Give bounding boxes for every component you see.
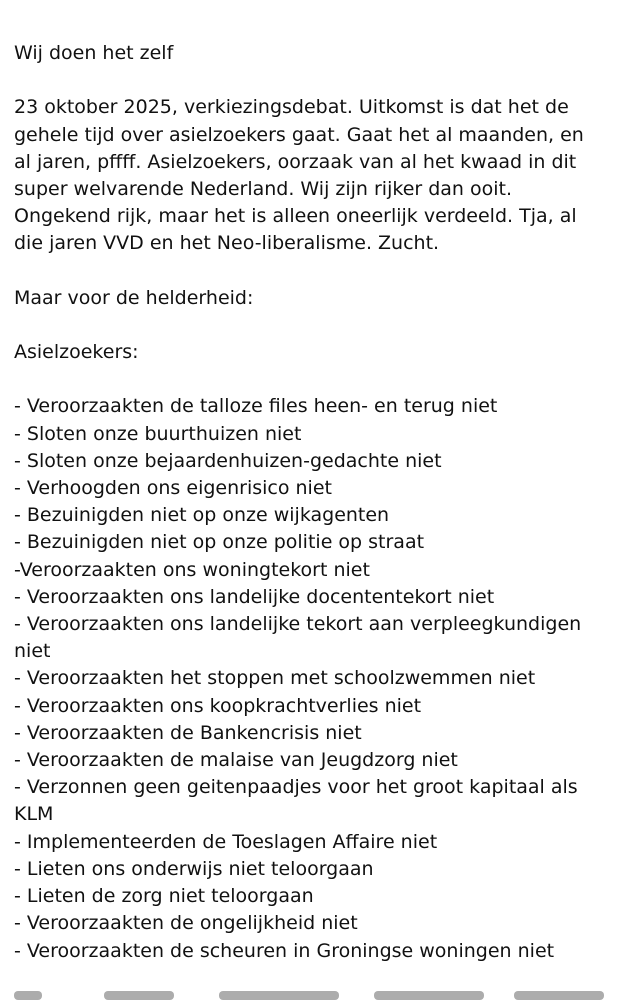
document-title: Wij doen het zelf	[14, 42, 174, 64]
document-body	[14, 40, 614, 965]
spacer	[14, 312, 614, 339]
cut-off-text-line	[14, 991, 614, 1000]
list-item: - Verzonnen geen geitenpaadjes voor het groot kapitaal als KLM	[14, 776, 578, 826]
list-item: - Veroorzaakten de malaise van Jeugdzorg niet	[14, 749, 458, 772]
cut-off-glyphs	[374, 991, 484, 1000]
list-item: - Veroorzaakten ons landelijke tekort aan verpleegkundigen niet	[14, 613, 582, 663]
intro-line: 23 oktober 2025, verkiezingsdebat. Uitkomst is dat het de	[14, 96, 569, 119]
spacer	[14, 366, 614, 393]
claims-list	[14, 393, 614, 964]
list-item: - Veroorzaakten ons koopkrachtverlies niet	[14, 694, 422, 717]
list-item: - Lieten de zorg niet teloorgaan	[14, 885, 314, 908]
intro-line: Ongekend rijk, maar het is alleen oneerlijk verdeeld. Tja, al	[14, 205, 577, 228]
spacer	[14, 67, 614, 94]
intro-line: al jaren, pffff. Asielzoekers, oorzaak van al het kwaad in dit	[14, 150, 577, 173]
list-item: - Verhoogden ons eigenrisico niet	[14, 477, 332, 500]
clarity-line: Maar voor de helderheid:	[14, 286, 254, 309]
list-item: - Veroorzaakten de Bankencrisis niet	[14, 721, 362, 744]
list-item: - Bezuinigden niet op onze wijkagenten	[14, 504, 390, 527]
list-item: - Veroorzaakten de ongelijkheid niet	[14, 912, 358, 935]
list-item: -Veroorzaakten ons woningtekort niet	[14, 558, 370, 581]
intro-line: super welvarende Nederland. Wij zijn rijker dan ooit.	[14, 177, 513, 200]
subject-line: Asielzoekers:	[14, 341, 139, 364]
spacer	[14, 258, 614, 285]
list-item: - Veroorzaakten de talloze files heen- en terug niet	[14, 395, 498, 418]
intro-paragraph	[14, 94, 614, 257]
intro-line: gehele tijd over asielzoekers gaat. Gaat het al maanden, en	[14, 123, 584, 146]
intro-line: die jaren VVD en het Neo-liberalisme. Zucht.	[14, 232, 440, 255]
list-item: - Bezuinigden niet op onze politie op straat	[14, 531, 425, 554]
list-item: - Sloten onze buurthuizen niet	[14, 422, 302, 445]
cut-off-glyphs	[514, 991, 604, 1000]
list-item: - Veroorzaakten ons landelijke docententekort niet	[14, 585, 495, 608]
list-item: - Veroorzaakten de scheuren in Groningse woningen niet	[14, 939, 555, 962]
cut-off-glyphs	[104, 991, 174, 1000]
list-item: - Sloten onze bejaardenhuizen-gedachte niet	[14, 449, 442, 472]
cut-off-glyphs	[219, 991, 339, 1000]
list-item: - Veroorzaakten het stoppen met schoolzwemmen niet	[14, 667, 536, 690]
cut-off-glyphs	[14, 991, 42, 1000]
list-item: - Implementeerden de Toeslagen Affaire niet	[14, 830, 438, 853]
list-item: - Lieten ons onderwijs niet teloorgaan	[14, 857, 374, 880]
